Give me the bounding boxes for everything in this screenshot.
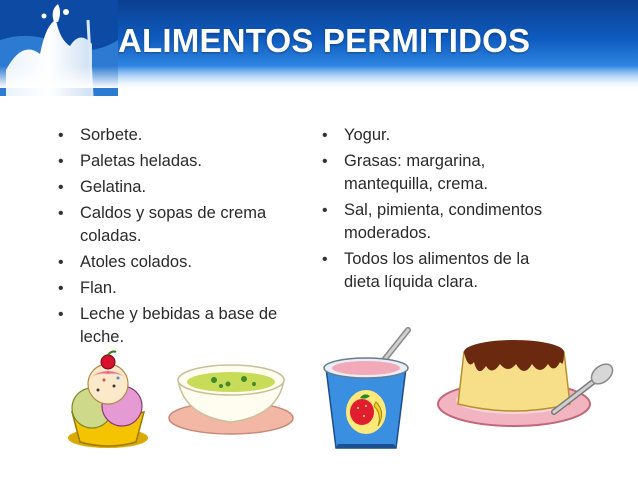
list-item: • Atoles colados.	[56, 251, 301, 274]
flan-icon	[434, 322, 614, 436]
list-item: • Todos los alimentos de la dieta líquida clara.	[322, 250, 530, 291]
list-item: • Sal, pimienta, condimentos moderados.	[322, 201, 543, 242]
list-item: • Yogur.	[320, 124, 568, 147]
bullet-icon: •	[58, 127, 64, 144]
bullet-icon: •	[322, 127, 328, 144]
allowed-foods-list-left	[56, 124, 301, 352]
bullet-icon: •	[322, 202, 328, 219]
list-item: • Grasas: margarina, mantequilla, crema.	[322, 152, 488, 193]
bullet-icon: •	[58, 153, 64, 170]
bullet-icon: •	[322, 153, 328, 170]
list-item: • Flan.	[56, 277, 301, 300]
bullet-icon: •	[58, 254, 64, 271]
yogurt-cup-icon	[316, 326, 416, 454]
list-item: • Leche y bebidas a base de leche.	[58, 305, 278, 346]
list-item: • Gelatina.	[56, 176, 301, 199]
list-item: • Caldos y sopas de crema coladas.	[58, 204, 267, 245]
bullet-icon: •	[322, 251, 328, 268]
bullet-icon: •	[58, 280, 64, 297]
bullet-icon: •	[58, 179, 64, 196]
allowed-foods-list-right	[320, 124, 568, 297]
page-title: ALIMENTOS PERMITIDOS	[118, 22, 531, 59]
title-header	[0, 0, 638, 88]
list-item: • Sorbete.	[56, 124, 301, 147]
list-item: • Paletas heladas.	[56, 150, 301, 173]
bullet-icon: •	[58, 205, 64, 222]
ice-cream-icon	[62, 350, 154, 454]
bullet-icon: •	[58, 306, 64, 323]
soup-bowl-icon	[166, 354, 296, 438]
milk-splash-icon	[0, 0, 118, 96]
